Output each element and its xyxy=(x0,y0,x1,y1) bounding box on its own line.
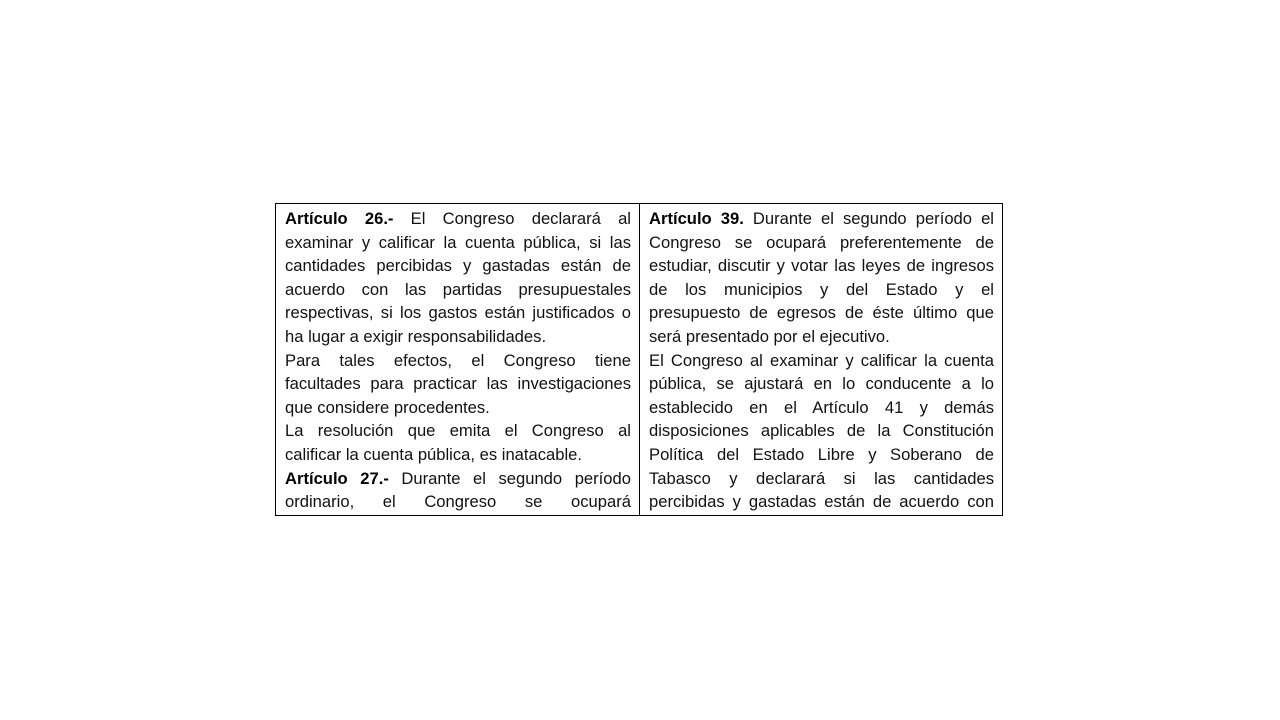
article-27-paragraph xyxy=(285,467,631,514)
article-27-title: Artículo 27.- xyxy=(285,468,389,488)
article-39-title: Artículo 39. xyxy=(649,209,744,228)
article-39-paragraph-2: El Congreso al examinar y calificar la cuenta pública, se ajustará en lo conducente a lo establecido en el Artículo 41 y demás disposiciones aplicables de la Constitución Política del Estado Libre y Soberano de Tabasco y declarará si las cantidades percibidas y gastadas están de acuerdo con xyxy=(649,350,994,512)
article-26-paragraph-3: La resolución que emita el Congreso al calificar la cuenta pública, es inatacable. xyxy=(285,421,631,464)
article-39-text: Durante el segundo período el Congreso se ocupará preferentemente de estudiar, discutir y votar las leyes de ingresos de los municipios y del Estado y el presupuesto de egresos de éste último que será presentado por el ejecutivo. xyxy=(649,209,994,346)
article-26-paragraph xyxy=(285,207,631,349)
article-27-text: Durante el segundo período ordinario, el Congreso se ocupará xyxy=(285,468,631,512)
article-26-title: Artículo 26.- xyxy=(285,209,394,228)
article-26-paragraph-2: Para tales efectos, el Congreso tiene facultades para practicar las investigaciones que considere procedentes. xyxy=(285,350,631,417)
left-column xyxy=(276,204,640,515)
article-26-text: El Congreso declarará al examinar y calificar la cuenta pública, si las cantidades percibidas y gastadas están de acuerdo con las partidas presupuestales respectivas, si los gastos están justificados o ha lugar a exigir responsabilidades. xyxy=(285,209,631,346)
right-column xyxy=(640,204,1002,515)
article-39-paragraph xyxy=(649,207,994,349)
law-comparison-table xyxy=(275,203,1003,516)
